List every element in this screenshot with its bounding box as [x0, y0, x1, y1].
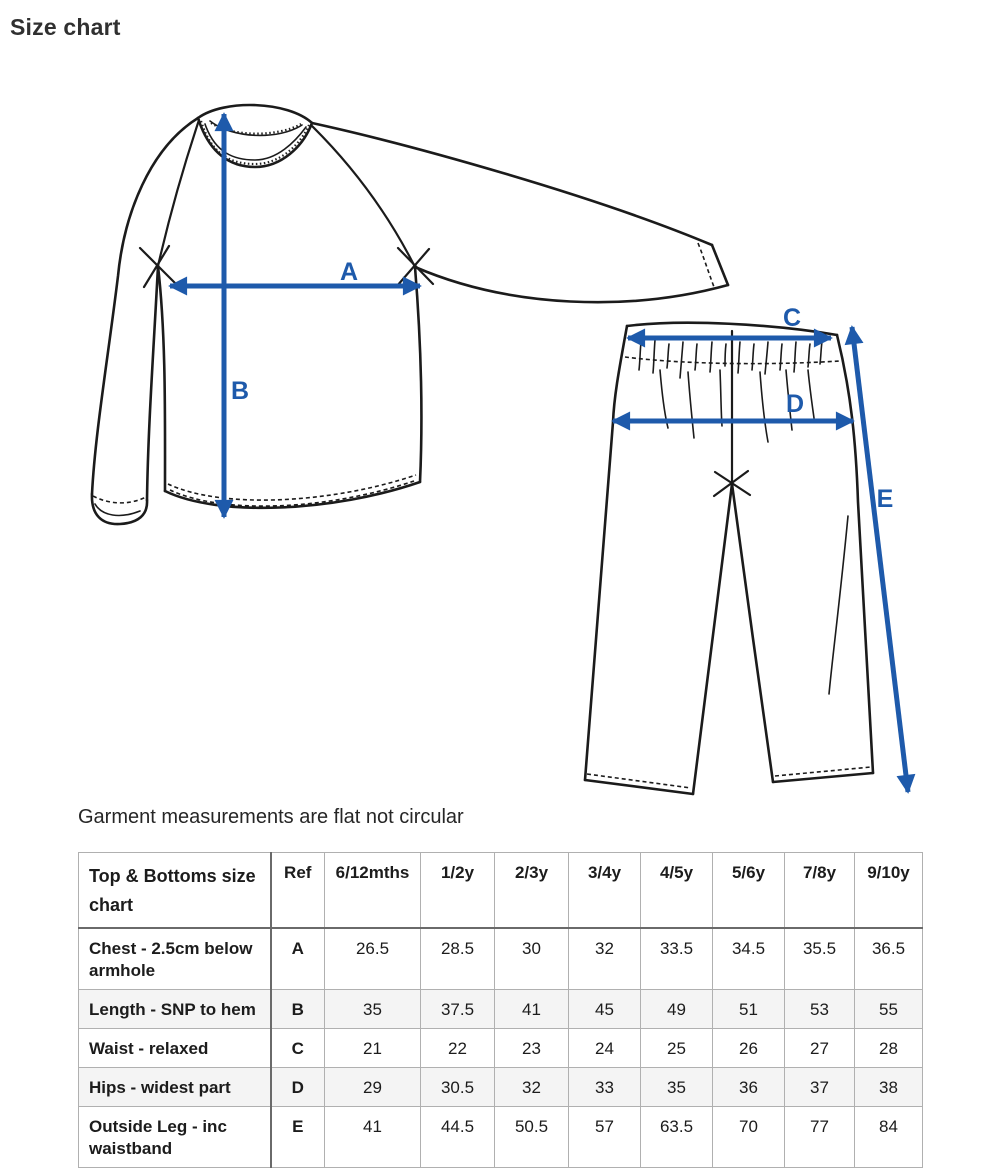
value-cell: 84 — [855, 1107, 923, 1168]
size-table-body — [79, 928, 923, 1168]
measurement-label-cell: Hips - widest part — [79, 1067, 271, 1106]
column-header: Ref — [271, 853, 325, 928]
value-cell: 22 — [421, 1028, 495, 1067]
measurement-label-cell: Length - SNP to hem — [79, 989, 271, 1028]
value-cell: 45 — [569, 989, 641, 1028]
value-cell: 41 — [325, 1107, 421, 1168]
value-cell: 33 — [569, 1067, 641, 1106]
value-cell: 37 — [785, 1067, 855, 1106]
value-cell: 38 — [855, 1067, 923, 1106]
value-cell: 50.5 — [495, 1107, 569, 1168]
measurement-note: Garment measurements are flat not circular — [78, 806, 464, 828]
value-cell: 23 — [495, 1028, 569, 1067]
bottoms-garment-diagram — [563, 300, 933, 830]
column-header: 4/5y — [641, 853, 713, 928]
garment-diagram-area — [0, 14, 994, 844]
right-cuff-stitching — [698, 243, 714, 287]
column-header: 3/4y — [569, 853, 641, 928]
value-cell: 32 — [495, 1067, 569, 1106]
column-header: 7/8y — [785, 853, 855, 928]
value-cell: 36.5 — [855, 928, 923, 990]
value-cell: 32 — [569, 928, 641, 990]
value-cell: 57 — [569, 1107, 641, 1168]
measure-label-C: C — [782, 304, 802, 332]
measurement-label-cell: Outside Leg - inc waistband — [79, 1107, 271, 1168]
page-title: Size chart — [10, 14, 121, 40]
measurement-label-cell: Waist - relaxed — [79, 1028, 271, 1067]
table-row — [79, 928, 923, 990]
value-cell: 44.5 — [421, 1107, 495, 1168]
value-cell: 77 — [785, 1107, 855, 1168]
size-chart-table — [78, 852, 923, 1168]
value-cell: 36 — [713, 1067, 785, 1106]
value-cell: 35 — [641, 1067, 713, 1106]
ref-cell: E — [271, 1107, 325, 1168]
value-cell: 37.5 — [421, 989, 495, 1028]
table-row — [79, 1107, 923, 1168]
pants-outline — [585, 323, 873, 794]
value-cell: 53 — [785, 989, 855, 1028]
value-cell: 34.5 — [713, 928, 785, 990]
measure-label-D: D — [785, 390, 805, 418]
value-cell: 24 — [569, 1028, 641, 1067]
hem-stitching — [168, 475, 416, 500]
table-row — [79, 1067, 923, 1106]
ref-cell: C — [271, 1028, 325, 1067]
value-cell: 21 — [325, 1028, 421, 1067]
value-cell: 26.5 — [325, 928, 421, 990]
table-row — [79, 989, 923, 1028]
ref-cell: A — [271, 928, 325, 990]
value-cell: 30.5 — [421, 1067, 495, 1106]
measure-label-B: B — [231, 377, 250, 405]
value-cell: 26 — [713, 1028, 785, 1067]
table-header-row — [79, 853, 923, 928]
value-cell: 28 — [855, 1028, 923, 1067]
value-cell: 35 — [325, 989, 421, 1028]
value-cell: 28.5 — [421, 928, 495, 990]
value-cell: 70 — [713, 1107, 785, 1168]
value-cell: 35.5 — [785, 928, 855, 990]
ref-cell: D — [271, 1067, 325, 1106]
measure-label-E: E — [876, 485, 894, 513]
value-cell: 55 — [855, 989, 923, 1028]
ref-cell: B — [271, 989, 325, 1028]
shirt-measure-arrows — [170, 114, 420, 517]
column-header: 6/12mths — [325, 853, 421, 928]
value-cell: 41 — [495, 989, 569, 1028]
value-cell: 33.5 — [641, 928, 713, 990]
table-row — [79, 1028, 923, 1067]
table-title: Top & Bottoms size chart — [79, 853, 271, 928]
value-cell: 27 — [785, 1028, 855, 1067]
column-header: 5/6y — [713, 853, 785, 928]
value-cell: 51 — [713, 989, 785, 1028]
value-cell: 63.5 — [641, 1107, 713, 1168]
underarm-marks — [140, 246, 433, 287]
value-cell: 25 — [641, 1028, 713, 1067]
measurement-label-cell: Chest - 2.5cm below armhole — [79, 928, 271, 990]
column-header: 2/3y — [495, 853, 569, 928]
value-cell: 30 — [495, 928, 569, 990]
measure-label-A: A — [339, 258, 359, 286]
value-cell: 29 — [325, 1067, 421, 1106]
value-cell: 49 — [641, 989, 713, 1028]
left-cuff-stitching — [93, 496, 146, 503]
column-header: 9/10y — [855, 853, 923, 928]
column-header: 1/2y — [421, 853, 495, 928]
